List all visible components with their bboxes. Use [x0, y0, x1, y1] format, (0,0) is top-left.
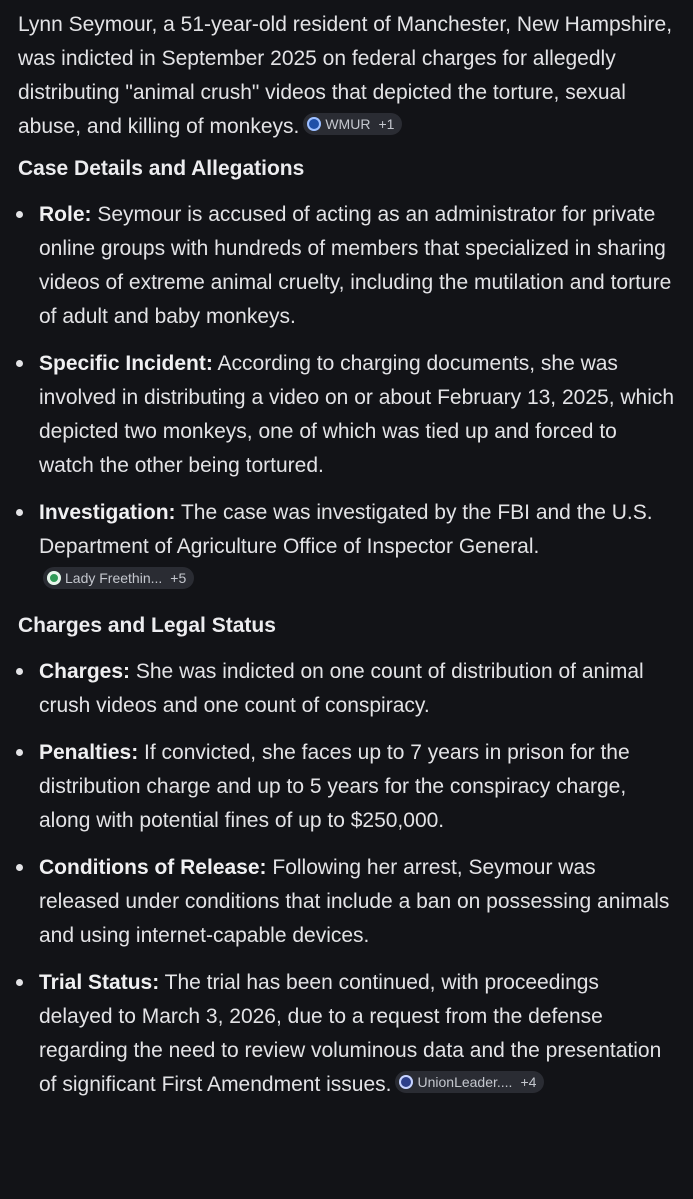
source-chip-more: +1 — [378, 116, 395, 132]
list-item-text: The case was investigated by the FBI and the U.S. Department of Agriculture Office of Inspector General. — [39, 501, 653, 558]
bullet-icon — [16, 211, 23, 218]
list-item-text: She was indicted on one count of distribution of animal crush videos and one count of conspiracy. — [39, 660, 644, 717]
bullet-icon — [16, 360, 23, 367]
unionleader-favicon-icon — [399, 1075, 413, 1089]
lady-freethinker-favicon-icon — [47, 571, 61, 585]
list-item-term: Role: — [39, 203, 92, 226]
list-item-term: Specific Incident: — [39, 352, 213, 375]
list-item-term: Charges: — [39, 660, 131, 683]
intro-text: Lynn Seymour, a 51-year-old resident of Manchester, New Hampshire, was indicted in September 2025 on federal charges for allegedly distributing "animal crush" videos that depicted the torture, sexual abuse, and killing of monkeys. — [18, 13, 673, 138]
intro-paragraph — [18, 8, 675, 144]
source-chip-unionleader[interactable] — [395, 1071, 544, 1093]
section-heading-case-details: Case Details and Allegations — [18, 157, 305, 180]
bullet-icon — [16, 509, 23, 516]
list-item-text: Seymour is accused of acting as an administrator for private online groups with hundreds of members that specialized in sharing videos of extreme animal cruelty, including the mutilation and torture of adult and baby monkeys. — [39, 203, 672, 328]
source-chip-lady-freethinker[interactable] — [43, 567, 194, 589]
list-item-conditions-of-release — [18, 851, 675, 953]
section-heading-charges: Charges and Legal Status — [18, 614, 276, 637]
charges-list — [18, 655, 675, 1102]
list-item-term: Trial Status: — [39, 971, 160, 994]
list-item-term: Conditions of Release: — [39, 856, 267, 879]
list-item-specific-incident — [18, 347, 675, 483]
list-item-investigation — [18, 496, 675, 598]
source-chip-more: +5 — [170, 570, 187, 586]
list-item-text: The trial has been continued, with proceedings delayed to March 3, 2026, due to a request from the defense regarding the need to review voluminous data and the presentation of significant First Amendment issues. — [39, 971, 662, 1096]
bullet-icon — [16, 864, 23, 871]
bullet-icon — [16, 668, 23, 675]
source-chip-label: Lady Freethin... — [65, 570, 163, 586]
list-item-role — [18, 198, 675, 334]
source-chip-more: +4 — [520, 1074, 537, 1090]
list-item-text: If convicted, she faces up to 7 years in prison for the distribution charge and up to 5 years for the conspiracy charge, along with potential fines of up to $250,000. — [39, 741, 630, 832]
source-chip-wmur[interactable] — [303, 113, 402, 135]
source-chip-label: UnionLeader.... — [417, 1074, 513, 1090]
wmur-favicon-icon — [307, 117, 321, 131]
case-details-list — [18, 198, 675, 598]
source-chip-label: WMUR — [325, 116, 371, 132]
bullet-icon — [16, 749, 23, 756]
list-item-term: Penalties: — [39, 741, 139, 764]
list-item-term: Investigation: — [39, 501, 176, 524]
bullet-icon — [16, 979, 23, 986]
list-item-charges — [18, 655, 675, 723]
list-item-text: According to charging documents, she was involved in distributing a video on or about February 13, 2025, which depicted two monkeys, one of which was tied up and forced to watch the other being tortured. — [39, 352, 675, 477]
list-item-trial-status — [18, 966, 675, 1102]
list-item-text: Following her arrest, Seymour was released under conditions that include a ban on possessing animals and using internet-capable devices. — [39, 856, 670, 947]
list-item-penalties — [18, 736, 675, 838]
